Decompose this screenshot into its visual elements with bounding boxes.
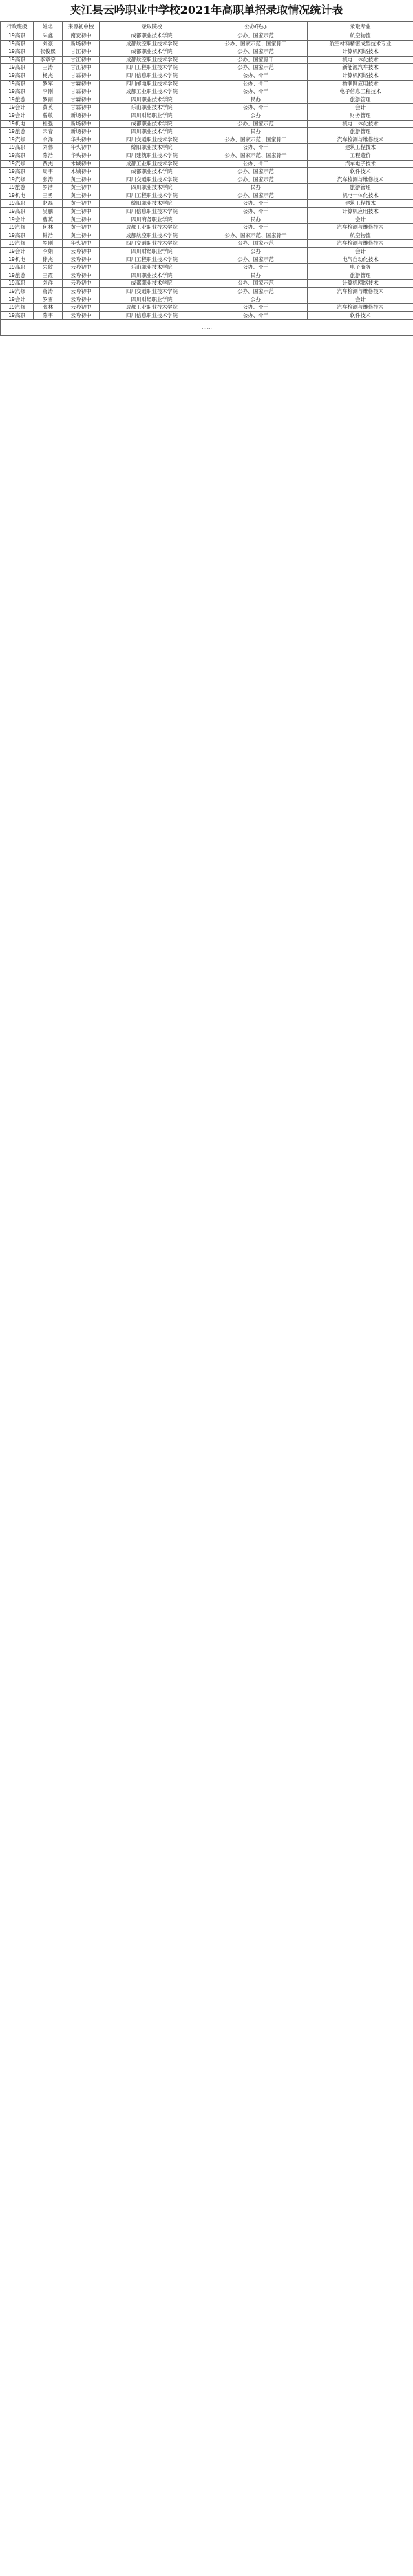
- cell-type: 公办、国家示范、国家骨干: [204, 152, 308, 160]
- cell-major: 汽车电子技术: [308, 160, 413, 168]
- cell-major: 机电一体化技术: [308, 56, 413, 64]
- cell-name: 黄英: [34, 104, 63, 112]
- cell-school: 华头初中: [63, 136, 100, 144]
- table-row: [1, 296, 413, 304]
- cell-class: 19汽修: [1, 224, 34, 232]
- cell-college: 四川信息职业技术学院: [100, 208, 204, 216]
- cell-major: 会计: [308, 248, 413, 256]
- cell-name: 陈浩: [34, 152, 63, 160]
- cell-name: 蒋涛: [34, 288, 63, 296]
- cell-college: 乐山职业技术学院: [100, 104, 204, 112]
- table-row: [1, 224, 413, 232]
- cell-name: 刘伟: [34, 144, 63, 152]
- cell-name: 徐杰: [34, 256, 63, 264]
- cell-type: 公办、骨干: [204, 304, 308, 312]
- cell-name: 王涛: [34, 64, 63, 72]
- cell-college: 成都航空职业技术学院: [100, 56, 204, 64]
- cell-major: 电子信息工程技术: [308, 88, 413, 96]
- cell-school: 黄土初中: [63, 184, 100, 192]
- cell-college: 绵阳职业技术学院: [100, 200, 204, 208]
- cell-type: 公办、国家示范: [204, 168, 308, 176]
- cell-school: 黄土初中: [63, 176, 100, 184]
- admissions-table: [0, 21, 413, 336]
- cell-type: 公办、国家示范: [204, 120, 308, 128]
- table-row: [1, 72, 413, 80]
- table-row: [1, 120, 413, 128]
- cell-major: 软件技术: [308, 311, 413, 320]
- cell-type: 公办、国家示范: [204, 240, 308, 248]
- cell-type: 民办: [204, 96, 308, 104]
- cell-college: 成都航空职业技术学院: [100, 232, 204, 240]
- cell-class: 19会计: [1, 216, 34, 224]
- cell-class: 19高职: [1, 152, 34, 160]
- cell-college: 成都职业技术学院: [100, 280, 204, 288]
- cell-college: 成都工业职业技术学院: [100, 160, 204, 168]
- cell-school: 云吟初中: [63, 272, 100, 280]
- cell-college: 四川交通职业技术学院: [100, 240, 204, 248]
- cell-school: 甘霖初中: [63, 80, 100, 88]
- cell-class: 19高职: [1, 264, 34, 272]
- cell-class: 19高职: [1, 40, 34, 48]
- header-class: 行政班级: [1, 22, 34, 32]
- cell-school: 甘霖初中: [63, 88, 100, 96]
- cell-class: 19高职: [1, 56, 34, 64]
- cell-school: 云吟初中: [63, 296, 100, 304]
- cell-college: 乐山职业技术学院: [100, 264, 204, 272]
- table-row: [1, 264, 413, 272]
- cell-class: 19高职: [1, 144, 34, 152]
- table-row: [1, 304, 413, 312]
- cell-name: 罗刚: [34, 240, 63, 248]
- cell-class: 19汽修: [1, 288, 34, 296]
- cell-class: 19机电: [1, 192, 34, 200]
- cell-major: 旅游管理: [308, 128, 413, 136]
- table-row: [1, 248, 413, 256]
- cell-school: 华头初中: [63, 144, 100, 152]
- table-row: [1, 176, 413, 184]
- cell-school: 云吟初中: [63, 248, 100, 256]
- cell-type: 公办、国家示范: [204, 64, 308, 72]
- table-row: [1, 96, 413, 104]
- cell-school: 云吟初中: [63, 256, 100, 264]
- cell-class: 19高职: [1, 72, 34, 80]
- cell-name: 刘豪: [34, 40, 63, 48]
- cell-name: 罗军: [34, 80, 63, 88]
- header-major: 录取专业: [308, 22, 413, 32]
- cell-name: 李刚: [34, 88, 63, 96]
- cell-name: 杨杰: [34, 72, 63, 80]
- cell-college: 四川财经职业学院: [100, 296, 204, 304]
- cell-type: 公办、骨干: [204, 160, 308, 168]
- table-row: [1, 256, 413, 264]
- table-row: [1, 104, 413, 112]
- cell-name: 曹英: [34, 216, 63, 224]
- cell-school: 华头初中: [63, 240, 100, 248]
- cell-type: 民办: [204, 184, 308, 192]
- cell-college: 四川职业技术学院: [100, 128, 204, 136]
- cell-major: 机电一体化技术: [308, 192, 413, 200]
- cell-major: 计算机网络技术: [308, 280, 413, 288]
- table-row: [1, 240, 413, 248]
- table-row: [1, 56, 413, 64]
- cell-type: 公办、国家示范: [204, 280, 308, 288]
- cell-type: 公办、骨干: [204, 224, 308, 232]
- cell-major: 建筑工程技术: [308, 200, 413, 208]
- cell-name: 罗丽: [34, 96, 63, 104]
- table-row: [1, 32, 413, 41]
- cell-major: 软件技术: [308, 168, 413, 176]
- cell-school: 云吟初中: [63, 311, 100, 320]
- cell-name: 周宇: [34, 168, 63, 176]
- cell-school: 新场初中: [63, 40, 100, 48]
- table-row: [1, 200, 413, 208]
- cell-name: 张俊熙: [34, 48, 63, 57]
- table-row: [1, 80, 413, 88]
- cell-class: 19汽修: [1, 160, 34, 168]
- cell-college: 四川工程职业技术学院: [100, 192, 204, 200]
- cell-type: 公办: [204, 112, 308, 120]
- cell-college: 四川建筑职业技术学院: [100, 152, 204, 160]
- cell-class: 19高职: [1, 168, 34, 176]
- cell-college: 四川交通职业技术学院: [100, 176, 204, 184]
- cell-name: 余洋: [34, 136, 63, 144]
- cell-name: 王霞: [34, 272, 63, 280]
- table-row: [1, 280, 413, 288]
- cell-school: 甘霖初中: [63, 96, 100, 104]
- cell-type: 公办、骨干: [204, 144, 308, 152]
- cell-name: 何林: [34, 224, 63, 232]
- cell-major: 汽车检测与维修技术: [308, 136, 413, 144]
- table-row: [1, 216, 413, 224]
- cell-school: 黄土初中: [63, 208, 100, 216]
- cell-college: 成都职业技术学院: [100, 48, 204, 57]
- cell-name: 李章宇: [34, 56, 63, 64]
- cell-type: 公办、国家示范、国家骨干: [204, 136, 308, 144]
- cell-school: 黄土初中: [63, 200, 100, 208]
- cell-name: 杜强: [34, 120, 63, 128]
- cell-college: 四川工程职业技术学院: [100, 64, 204, 72]
- cell-type: 公办、骨干: [204, 208, 308, 216]
- cell-major: 计算机网络技术: [308, 72, 413, 80]
- cell-school: 甘霖初中: [63, 104, 100, 112]
- cell-name: 吴鹏: [34, 208, 63, 216]
- cell-name: 赵磊: [34, 200, 63, 208]
- cell-college: 成都职业技术学院: [100, 120, 204, 128]
- cell-type: 公办、骨干: [204, 80, 308, 88]
- cell-school: 黄土初中: [63, 232, 100, 240]
- table-row: [1, 40, 413, 48]
- cell-type: 公办、骨干: [204, 88, 308, 96]
- cell-type: 公办、国家示范: [204, 48, 308, 57]
- cell-college: 四川信息职业技术学院: [100, 72, 204, 80]
- cell-college: 四川交通职业技术学院: [100, 136, 204, 144]
- cell-name: 张涛: [34, 176, 63, 184]
- cell-major: 航空物流: [308, 32, 413, 41]
- cell-major: 旅游管理: [308, 272, 413, 280]
- cell-name: 陈宇: [34, 311, 63, 320]
- page-title: 夹江县云吟职业中学校2021年高职单招录取情况统计表: [0, 0, 413, 21]
- table-row: [1, 64, 413, 72]
- cell-class: 19高职: [1, 232, 34, 240]
- cell-college: 四川职业技术学院: [100, 184, 204, 192]
- cell-type: 公办、骨干: [204, 311, 308, 320]
- cell-college: 四川职业技术学院: [100, 272, 204, 280]
- cell-school: 甘霖初中: [63, 72, 100, 80]
- cell-class: 19高职: [1, 64, 34, 72]
- cell-class: 19旅游: [1, 96, 34, 104]
- cell-name: 罗洁: [34, 184, 63, 192]
- header-name: 姓名: [34, 22, 63, 32]
- table-row: [1, 272, 413, 280]
- cell-school: 华头初中: [63, 152, 100, 160]
- cell-class: 19高职: [1, 200, 34, 208]
- cell-name: 张林: [34, 304, 63, 312]
- cell-major: 航空物流: [308, 232, 413, 240]
- cell-school: 甘江初中: [63, 56, 100, 64]
- cell-class: 19汽修: [1, 136, 34, 144]
- cell-type: 公办、骨干: [204, 72, 308, 80]
- cell-major: 财务管理: [308, 112, 413, 120]
- table-row: [1, 160, 413, 168]
- cell-class: 19高职: [1, 32, 34, 41]
- cell-college: 成都工业职业技术学院: [100, 224, 204, 232]
- cell-type: 公办、骨干: [204, 200, 308, 208]
- cell-class: 19会计: [1, 104, 34, 112]
- cell-major: 会计: [308, 216, 413, 224]
- cell-major: 会计: [308, 104, 413, 112]
- cell-school: 甘江初中: [63, 48, 100, 57]
- cell-type: 公办、骨干: [204, 264, 308, 272]
- cell-major: 汽车检测与维修技术: [308, 240, 413, 248]
- cell-class: 19机电: [1, 256, 34, 264]
- table-row: [1, 168, 413, 176]
- cell-major: 汽车检测与维修技术: [308, 288, 413, 296]
- cell-class: 19汽修: [1, 240, 34, 248]
- cell-major: 电气自动化技术: [308, 256, 413, 264]
- table-row: [1, 112, 413, 120]
- cell-name: 王勇: [34, 192, 63, 200]
- cell-major: 汽车检测与维修技术: [308, 224, 413, 232]
- cell-school: 新场初中: [63, 128, 100, 136]
- cell-major: 航空材料精密成型技术专业: [308, 40, 413, 48]
- cell-name: 朱敏: [34, 264, 63, 272]
- cell-class: 19高职: [1, 48, 34, 57]
- cell-type: 公办: [204, 248, 308, 256]
- table-row-continuation: [1, 320, 413, 336]
- cell-college: 成都航空职业技术学院: [100, 40, 204, 48]
- cell-college: 四川职业技术学院: [100, 96, 204, 104]
- cell-type: 公办: [204, 296, 308, 304]
- table-row: [1, 128, 413, 136]
- cell-name: 刘洋: [34, 280, 63, 288]
- cell-major: 机电一体化技术: [308, 120, 413, 128]
- cell-type: 公办、国家示范: [204, 288, 308, 296]
- cell-school: 黄土初中: [63, 192, 100, 200]
- table-row: [1, 192, 413, 200]
- cell-type: 公办、国家示范: [204, 256, 308, 264]
- cell-major: 建筑工程技术: [308, 144, 413, 152]
- table-header-row: [1, 22, 413, 32]
- cell-school: 云吟初中: [63, 304, 100, 312]
- cell-college: 成都工业职业技术学院: [100, 88, 204, 96]
- cell-college: 四川财经职业学院: [100, 248, 204, 256]
- cell-major: 新能源汽车技术: [308, 64, 413, 72]
- cell-school: 新场初中: [63, 120, 100, 128]
- cell-type: 公办、国家骨干: [204, 56, 308, 64]
- cell-major: 汽车检测与维修技术: [308, 304, 413, 312]
- cell-class: 19会计: [1, 112, 34, 120]
- cell-college: 四川商务职业学院: [100, 216, 204, 224]
- cell-school: 云吟初中: [63, 288, 100, 296]
- header-type: 公办/民办: [204, 22, 308, 32]
- cell-name: 朱鑫: [34, 32, 63, 41]
- cell-major: 会计: [308, 296, 413, 304]
- cell-name: 黄杰: [34, 160, 63, 168]
- cell-type: 公办、国家示范: [204, 176, 308, 184]
- cell-class: 19汽修: [1, 176, 34, 184]
- cell-type: 公办、国家示范、国家骨干: [204, 40, 308, 48]
- cell-major: 旅游管理: [308, 184, 413, 192]
- table-body: [1, 32, 413, 336]
- table-row: [1, 232, 413, 240]
- cell-name: 曾敏: [34, 112, 63, 120]
- cell-class: 19旅游: [1, 128, 34, 136]
- cell-school: 木城初中: [63, 168, 100, 176]
- cell-type: 民办: [204, 128, 308, 136]
- cell-class: 19高职: [1, 311, 34, 320]
- cell-college: 四川财经职业学院: [100, 112, 204, 120]
- table-row: [1, 144, 413, 152]
- cell-class: 19汽修: [1, 304, 34, 312]
- cell-name: 宋春: [34, 128, 63, 136]
- cell-school: 甘江初中: [63, 64, 100, 72]
- cell-school: 木城初中: [63, 160, 100, 168]
- cell-type: 民办: [204, 216, 308, 224]
- cell-major: 工程造价: [308, 152, 413, 160]
- table-row: [1, 152, 413, 160]
- cell-class: 19会计: [1, 248, 34, 256]
- cell-major: 计算机网络技术: [308, 48, 413, 57]
- table-row: [1, 184, 413, 192]
- cell-type: 公办、国家示范: [204, 192, 308, 200]
- table-row: [1, 208, 413, 216]
- cell-class: 19旅游: [1, 184, 34, 192]
- cell-class: 19会计: [1, 296, 34, 304]
- continuation-cell: ……: [1, 320, 413, 336]
- cell-class: 19旅游: [1, 272, 34, 280]
- cell-name: 罗雪: [34, 296, 63, 304]
- cell-school: 新场初中: [63, 112, 100, 120]
- cell-major: 计算机应用技术: [308, 208, 413, 216]
- cell-class: 19机电: [1, 120, 34, 128]
- table-row: [1, 311, 413, 320]
- cell-type: 民办: [204, 272, 308, 280]
- cell-class: 19高职: [1, 280, 34, 288]
- cell-college: 四川信息职业技术学院: [100, 311, 204, 320]
- cell-major: 旅游管理: [308, 96, 413, 104]
- cell-college: 成都工业职业技术学院: [100, 304, 204, 312]
- cell-name: 李娟: [34, 248, 63, 256]
- cell-class: 19高职: [1, 88, 34, 96]
- cell-school: 黄土初中: [63, 224, 100, 232]
- cell-name: 钟浩: [34, 232, 63, 240]
- cell-school: 云吟初中: [63, 280, 100, 288]
- cell-school: 南安初中: [63, 32, 100, 41]
- table-row: [1, 48, 413, 57]
- cell-college: 四川工程职业技术学院: [100, 256, 204, 264]
- cell-college: 成都职业技术学院: [100, 32, 204, 41]
- cell-college: 四川邮电职业技术学院: [100, 80, 204, 88]
- cell-school: 黄土初中: [63, 216, 100, 224]
- cell-type: 公办、骨干: [204, 104, 308, 112]
- cell-college: 成都职业技术学院: [100, 168, 204, 176]
- cell-school: 云吟初中: [63, 264, 100, 272]
- table-row: [1, 88, 413, 96]
- cell-type: 公办、国家示范: [204, 32, 308, 41]
- cell-major: 电子商务: [308, 264, 413, 272]
- cell-class: 19高职: [1, 208, 34, 216]
- table-row: [1, 136, 413, 144]
- cell-class: 19高职: [1, 80, 34, 88]
- cell-college: 四川交通职业技术学院: [100, 288, 204, 296]
- header-school: 来源初中校: [63, 22, 100, 32]
- cell-college: 绵阳职业技术学院: [100, 144, 204, 152]
- header-college: 录取院校: [100, 22, 204, 32]
- cell-major: 汽车检测与维修技术: [308, 176, 413, 184]
- table-row: [1, 288, 413, 296]
- cell-type: 公办、国家示范、国家骨干: [204, 232, 308, 240]
- cell-major: 物联网应用技术: [308, 80, 413, 88]
